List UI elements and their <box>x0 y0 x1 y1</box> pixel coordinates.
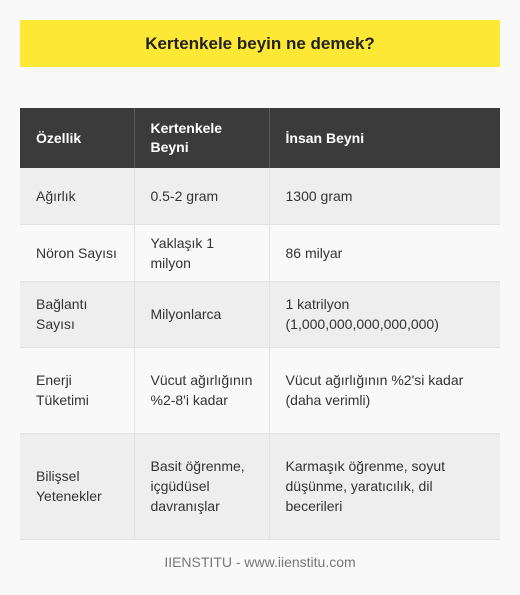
page-title: Kertenkele beyin ne demek? <box>145 33 375 53</box>
table-cell-lizard: Yaklaşık 1 milyon <box>134 224 269 281</box>
page-title-banner <box>20 20 500 67</box>
table-cell-feature: Bilişsel Yetenekler <box>20 433 134 539</box>
table-cell-lizard: Milyonlarca <box>134 281 269 347</box>
table-row <box>20 433 500 539</box>
table-cell-lizard: Basit öğrenme, içgüdüsel davranışlar <box>134 433 269 539</box>
column-header-feature: Özellik <box>20 108 134 168</box>
table-cell-feature: Ağırlık <box>20 168 134 224</box>
table-header-row <box>20 108 500 168</box>
table-cell-human: 86 milyar <box>269 224 500 281</box>
table-row <box>20 224 500 281</box>
table-cell-feature: Nöron Sayısı <box>20 224 134 281</box>
table-cell-human: Vücut ağırlığının %2'si kadar (daha verimli) <box>269 347 500 433</box>
table-cell-human: 1300 gram <box>269 168 500 224</box>
table-row <box>20 168 500 224</box>
table-cell-human: 1 katrilyon (1,000,000,000,000,000) <box>269 281 500 347</box>
table-cell-human: Karmaşık öğrenme, soyut düşünme, yaratıcılık, dil becerileri <box>269 433 500 539</box>
table-cell-feature: Bağlantı Sayısı <box>20 281 134 347</box>
footer-credit: IIENSTITU - www.iienstitu.com <box>164 554 356 570</box>
table-cell-feature: Enerji Tüketimi <box>20 347 134 433</box>
column-header-lizard-brain: Kertenkele Beyni <box>134 108 269 168</box>
table-cell-lizard: Vücut ağırlığının %2-8'i kadar <box>134 347 269 433</box>
table-row <box>20 281 500 347</box>
table-row <box>20 347 500 433</box>
comparison-table <box>20 108 500 540</box>
table-cell-lizard: 0.5-2 gram <box>134 168 269 224</box>
column-header-human-brain: İnsan Beyni <box>269 108 500 168</box>
